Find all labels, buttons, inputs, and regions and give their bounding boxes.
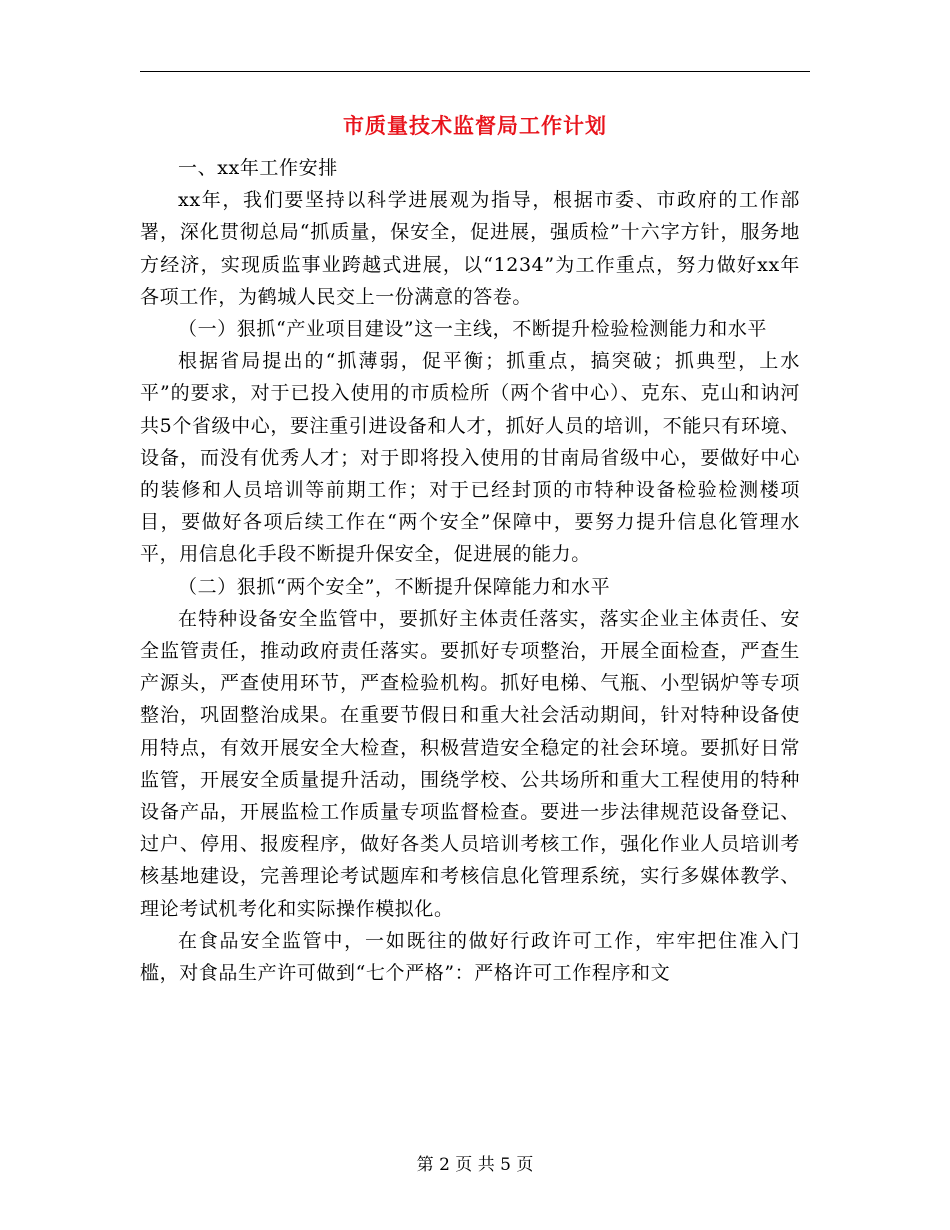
subsection-heading: （一）狠抓“产业项目建设”这一主线，不断提升检验检测能力和水平 bbox=[178, 318, 768, 341]
header-rule bbox=[140, 71, 810, 72]
section-heading: 一、xx年工作安排 bbox=[178, 157, 338, 179]
body-paragraph: xx年，我们要坚持以科学进展观为指导，根据市委、市政府的工作部署，深化贯彻总局“抓质量，保安全，促进展，强质检”十六字方针，服务地方经济，实现质监事业跨越式进展，以“1234”为工作重点，努力做好xx年各项工作，为鹤城人民交上一份满意的答卷。 bbox=[140, 189, 800, 308]
document-body bbox=[140, 152, 800, 989]
subsection-heading: （二）狠抓“两个安全”，不断提升保障能力和水平 bbox=[178, 575, 611, 598]
body-paragraph: 在特种设备安全监管中，要抓好主体责任落实，落实企业主体责任、安全监管责任，推动政府责任落实。要抓好专项整治，开展全面检查，严查生产源头，严查使用环节，严查检验机构。抓好电梯、气瓶、小型锅炉等专项整治，巩固整治成果。在重要节假日和重大社会活动期间，针对特种设备使用特点，有效开展安全大检查，积极营造安全稳定的社会环境。要抓好日常监管，开展安全质量提升活动，围绕学校、公共场所和重大工程使用的特种设备产品，开展监检工作质量专项监督检查。要进一步法律规范设备登记、过户、停用、报废程序，做好各类人员培训考核工作，强化作业人员培训考核基地建设，完善理论考试题库和考核信息化管理系统，实行多媒体教学、理论考试机考化和实际操作模拟化。 bbox=[140, 607, 800, 920]
page-number: 第 2 页 共 5 页 bbox=[416, 1155, 534, 1175]
document-title: 市质量技术监督局工作计划 bbox=[343, 113, 607, 138]
body-paragraph: 根据省局提出的“抓薄弱，促平衡；抓重点，搞突破；抓典型，上水平”的要求，对于已投入使用的市质检所（两个省中心）、克东、克山和讷河共5个省级中心，要注重引进设备和人才，抓好人员的培训，不能只有环境、设备，而没有优秀人才；对于即将投入使用的甘南局省级中心，要做好中心的装修和人员培训等前期工作；对于已经封顶的市特种设备检验检测楼项目，要做好各项后续工作在“两个安全”保障中，要努力提升信息化管理水平，用信息化手段不断提升保安全，促进展的能力。 bbox=[140, 350, 800, 566]
body-paragraph: 在食品安全监管中，一如既往的做好行政许可工作，牢牢把住准入门槛，对食品生产许可做到“七个严格”：严格许可工作程序和文 bbox=[140, 929, 800, 985]
